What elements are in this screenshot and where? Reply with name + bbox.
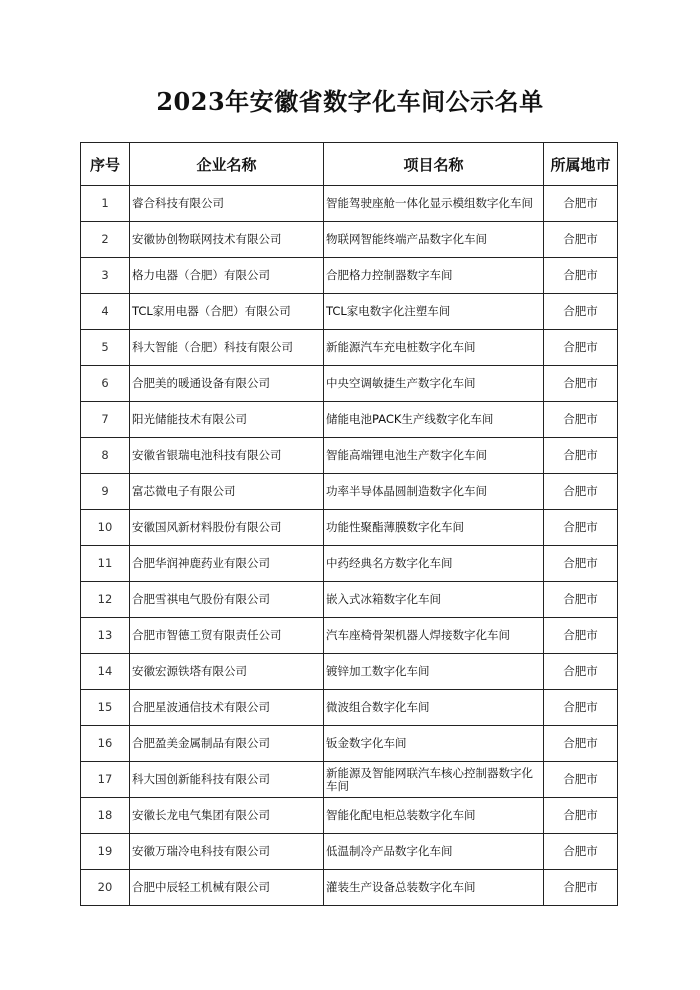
header-city: 所属地市 [544,143,618,186]
cell-no: 1 [81,186,130,222]
cell-project: 钣金数字化车间 [324,726,544,762]
table-header-row [81,143,618,186]
cell-no: 4 [81,294,130,330]
cell-city: 合肥市 [544,402,618,438]
cell-city: 合肥市 [544,582,618,618]
cell-no: 14 [81,654,130,690]
cell-city: 合肥市 [544,474,618,510]
cell-project: TCL家电数字化注塑车间 [324,294,544,330]
cell-city: 合肥市 [544,330,618,366]
cell-city: 合肥市 [544,366,618,402]
cell-company: 安徽宏源铁塔有限公司 [130,654,324,690]
page-title: 2023年安徽省数字化车间公示名单 [156,87,544,116]
cell-project: 合肥格力控制器数字车间 [324,258,544,294]
cell-project: 嵌入式冰箱数字化车间 [324,582,544,618]
cell-no: 13 [81,618,130,654]
cell-company: 安徽协创物联网技术有限公司 [130,222,324,258]
table-row [81,618,618,654]
cell-project: 智能驾驶座舱一体化显示模组数字化车间 [324,186,544,222]
cell-no: 11 [81,546,130,582]
cell-project: 智能化配电柜总装数字化车间 [324,798,544,834]
cell-no: 2 [81,222,130,258]
table-row [81,330,618,366]
table-body [81,186,618,906]
cell-project: 镀锌加工数字化车间 [324,654,544,690]
cell-project: 中药经典名方数字化车间 [324,546,544,582]
table-row [81,258,618,294]
cell-city: 合肥市 [544,690,618,726]
cell-project: 汽车座椅骨架机器人焊接数字化车间 [324,618,544,654]
cell-city: 合肥市 [544,834,618,870]
table-row [81,474,618,510]
cell-city: 合肥市 [544,726,618,762]
table-row [81,762,618,798]
workshop-list-table [80,142,618,906]
cell-no: 16 [81,726,130,762]
table-row [81,438,618,474]
table-row [81,690,618,726]
cell-no: 3 [81,258,130,294]
table-row [81,582,618,618]
cell-company: 合肥美的暖通设备有限公司 [130,366,324,402]
cell-company: 合肥市智德工贸有限责任公司 [130,618,324,654]
table-row [81,726,618,762]
cell-city: 合肥市 [544,654,618,690]
table-row [81,870,618,906]
cell-city: 合肥市 [544,762,618,798]
cell-company: 睿合科技有限公司 [130,186,324,222]
cell-project: 微波组合数字化车间 [324,690,544,726]
cell-project: 低温制冷产品数字化车间 [324,834,544,870]
cell-no: 15 [81,690,130,726]
cell-project: 功率半导体晶圆制造数字化车间 [324,474,544,510]
table-row [81,546,618,582]
table-row [81,186,618,222]
cell-no: 7 [81,402,130,438]
cell-no: 9 [81,474,130,510]
cell-company: 科大国创新能科技有限公司 [130,762,324,798]
cell-project: 储能电池PACK生产线数字化车间 [324,402,544,438]
cell-city: 合肥市 [544,510,618,546]
cell-company: 阳光储能技术有限公司 [130,402,324,438]
cell-project: 新能源及智能网联汽车核心控制器数字化车间 [324,762,544,798]
cell-city: 合肥市 [544,870,618,906]
table-row [81,294,618,330]
header-project: 项目名称 [324,143,544,186]
cell-no: 12 [81,582,130,618]
cell-project: 中央空调敏捷生产数字化车间 [324,366,544,402]
cell-city: 合肥市 [544,438,618,474]
cell-city: 合肥市 [544,222,618,258]
cell-no: 20 [81,870,130,906]
cell-no: 10 [81,510,130,546]
cell-project: 灌装生产设备总装数字化车间 [324,870,544,906]
cell-project: 新能源汽车充电桩数字化车间 [324,330,544,366]
cell-no: 17 [81,762,130,798]
cell-company: 科大智能（合肥）科技有限公司 [130,330,324,366]
table-row [81,366,618,402]
cell-company: 合肥盈美金属制品有限公司 [130,726,324,762]
cell-company: 合肥雪祺电气股份有限公司 [130,582,324,618]
cell-company: TCL家用电器（合肥）有限公司 [130,294,324,330]
header-company: 企业名称 [130,143,324,186]
cell-no: 8 [81,438,130,474]
cell-company: 合肥华润神鹿药业有限公司 [130,546,324,582]
cell-city: 合肥市 [544,294,618,330]
cell-project: 功能性聚酯薄膜数字化车间 [324,510,544,546]
cell-company: 安徽长龙电气集团有限公司 [130,798,324,834]
table-row [81,798,618,834]
cell-company: 合肥星波通信技术有限公司 [130,690,324,726]
cell-company: 格力电器（合肥）有限公司 [130,258,324,294]
cell-no: 6 [81,366,130,402]
table-row [81,222,618,258]
cell-project: 智能高端锂电池生产数字化车间 [324,438,544,474]
table-row [81,654,618,690]
cell-project: 物联网智能终端产品数字化车间 [324,222,544,258]
cell-company: 合肥中辰轻工机械有限公司 [130,870,324,906]
table-row [81,402,618,438]
cell-company: 安徽万瑞冷电科技有限公司 [130,834,324,870]
table-row [81,834,618,870]
header-no: 序号 [81,143,130,186]
cell-company: 安徽省银瑞电池科技有限公司 [130,438,324,474]
cell-city: 合肥市 [544,258,618,294]
cell-company: 富芯微电子有限公司 [130,474,324,510]
cell-city: 合肥市 [544,546,618,582]
cell-no: 19 [81,834,130,870]
cell-no: 5 [81,330,130,366]
cell-no: 18 [81,798,130,834]
table-row [81,510,618,546]
cell-city: 合肥市 [544,798,618,834]
cell-company: 安徽国风新材料股份有限公司 [130,510,324,546]
cell-city: 合肥市 [544,618,618,654]
cell-city: 合肥市 [544,186,618,222]
